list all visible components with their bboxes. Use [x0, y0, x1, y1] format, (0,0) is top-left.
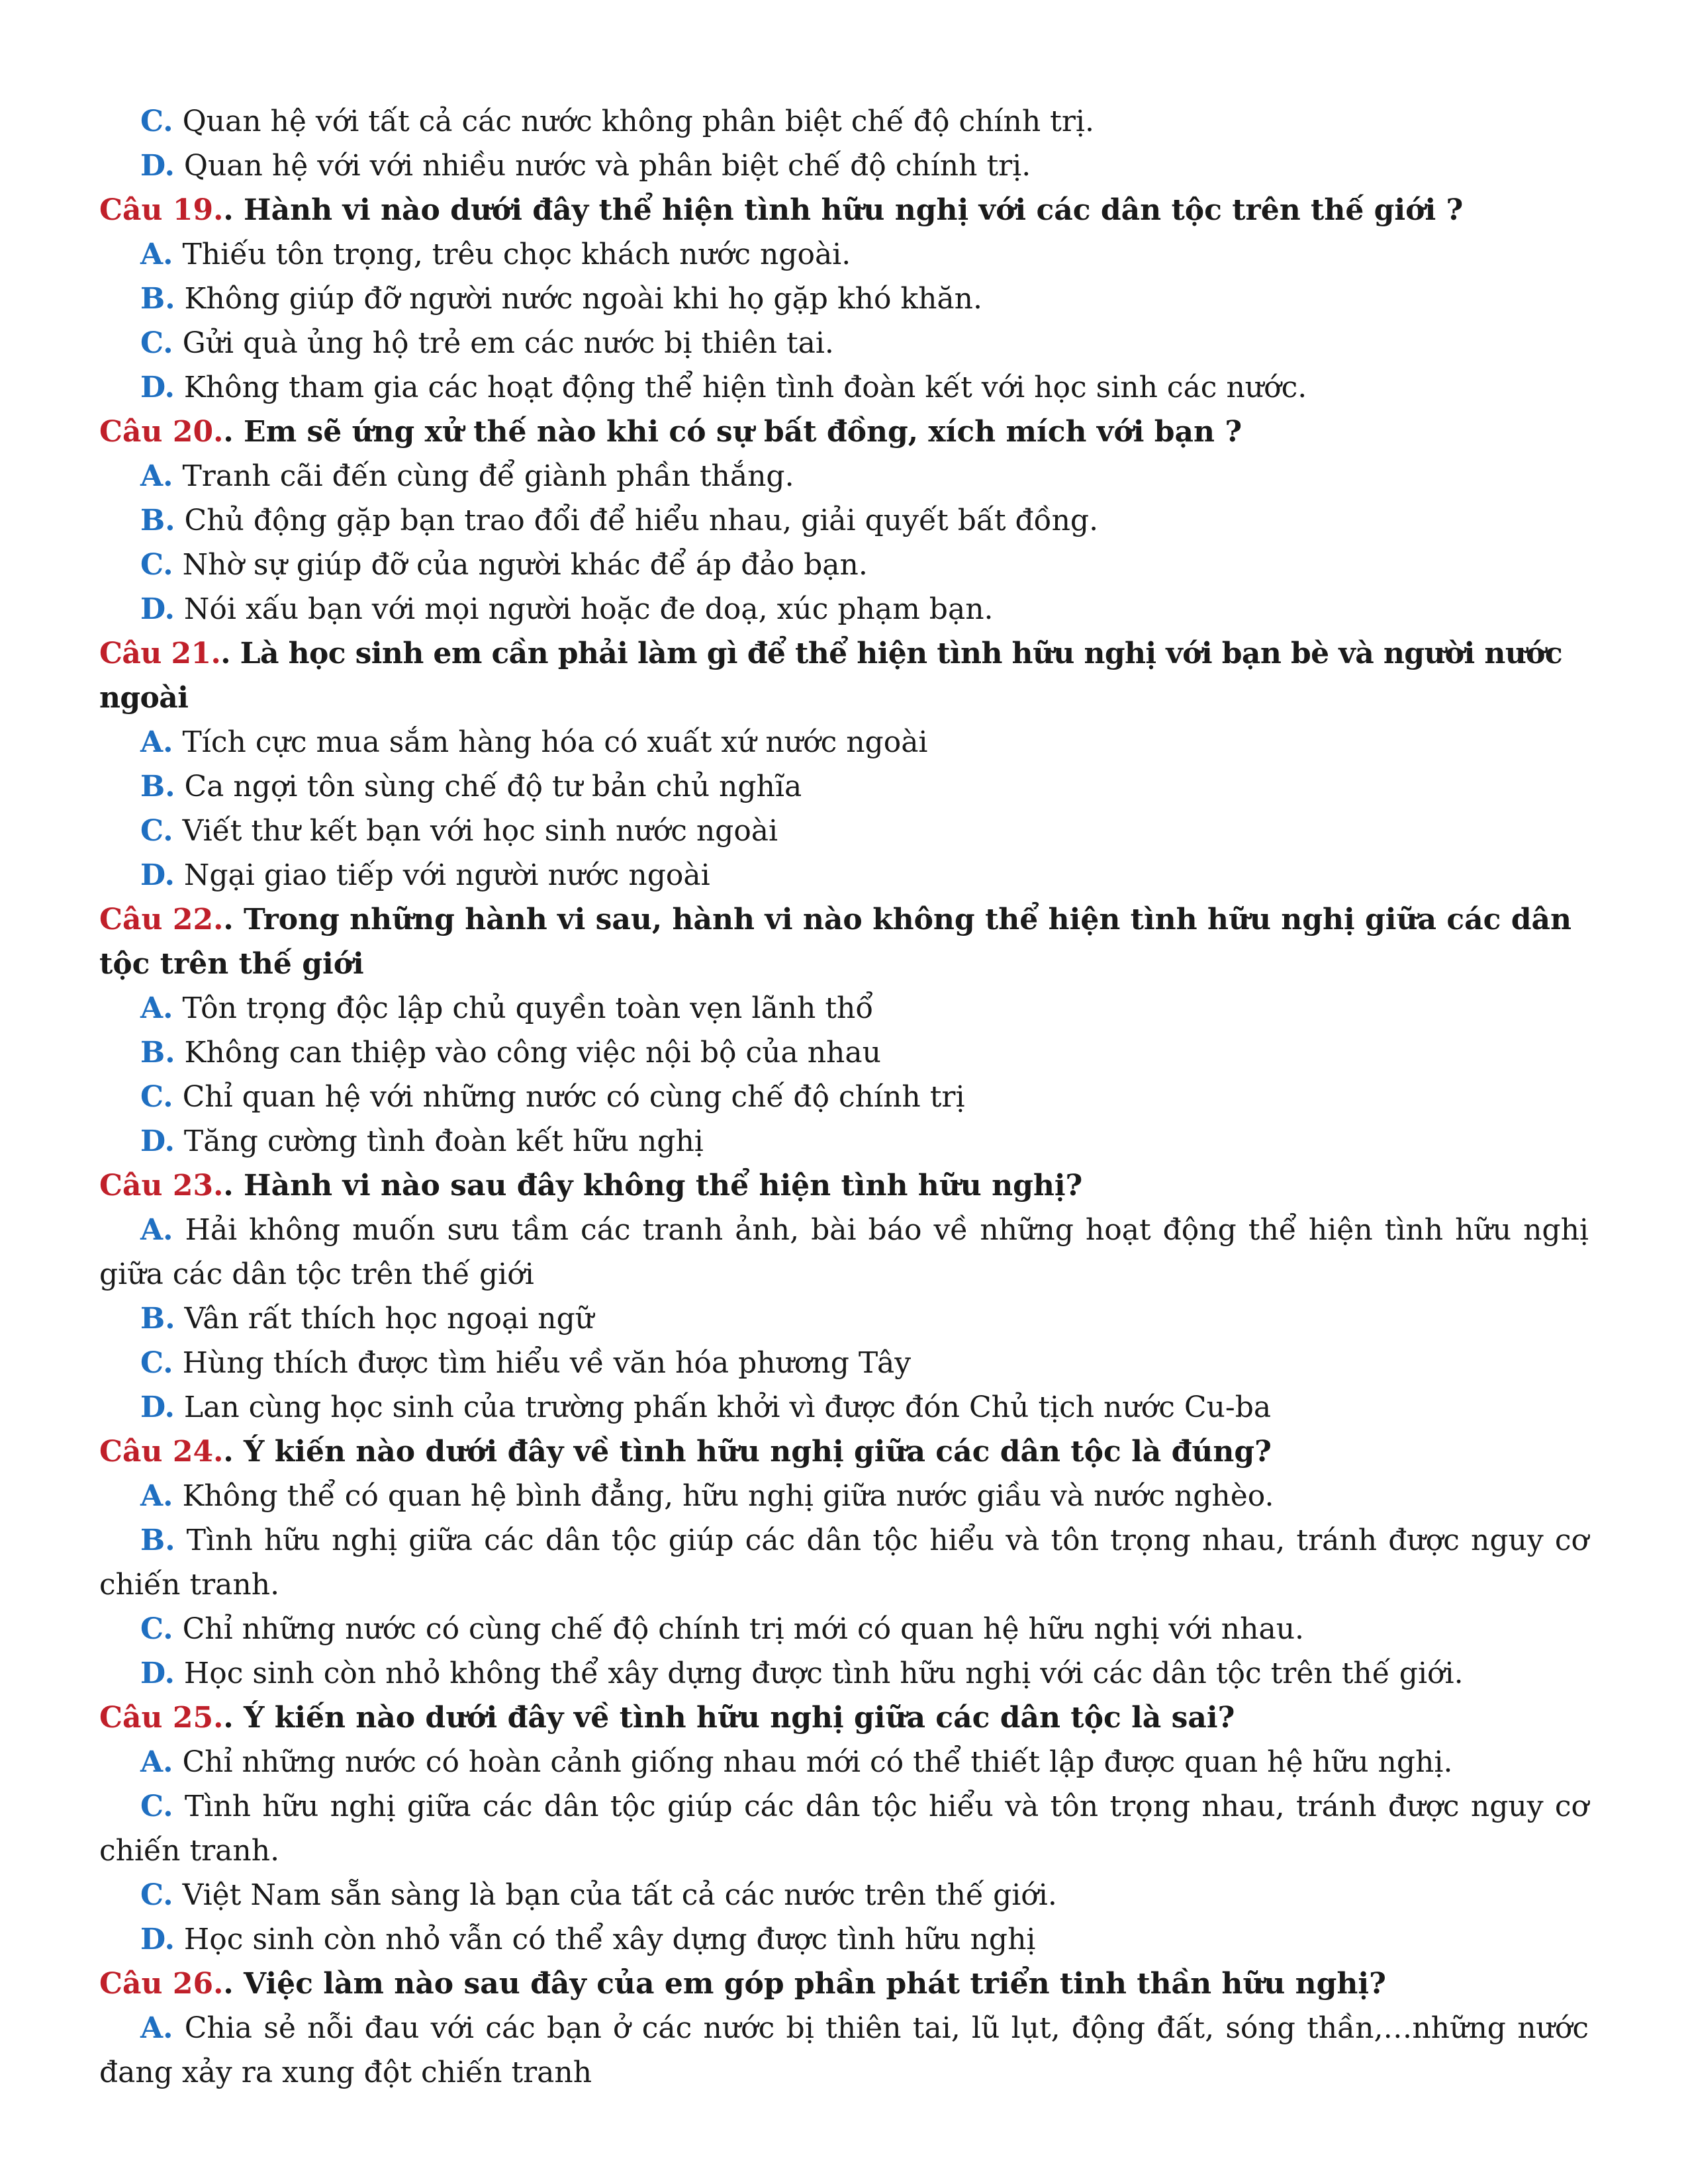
option-text: Chỉ quan hệ với những nước có cùng chế độ chính trị [173, 1080, 965, 1114]
option-b [99, 498, 1589, 543]
option-c [99, 543, 1589, 587]
option-text: Quan hệ với tất cả các nước không phân biệt chế độ chính trị. [173, 105, 1094, 138]
option-b [99, 764, 1589, 809]
option-d [99, 365, 1589, 410]
option-b [99, 1518, 1589, 1607]
question-21 [99, 631, 1589, 720]
option-text: Tình hữu nghị giữa các dân tộc giúp các dân tộc hiểu và tôn trọng nhau, tránh được nguy cơ chiến tranh. [99, 1524, 1589, 1602]
option-text: Hải không muốn sưu tầm các tranh ảnh, bài báo về những hoạt động thể hiện tình hữu nghị giữa các dân tộc trên thế giới [99, 1213, 1589, 1291]
option-c [99, 1607, 1589, 1651]
question-number: Câu 20. [99, 415, 224, 449]
question-text: . Em sẽ ứng xử thế nào khi có sự bất đồng, xích mích với bạn ? [223, 415, 1243, 449]
option-letter: C. [140, 548, 173, 582]
option-text: Việt Nam sẵn sàng là bạn của tất cả các nước trên thế giới. [173, 1878, 1057, 1912]
option-a [99, 720, 1589, 764]
question-number: Câu 23. [99, 1169, 224, 1203]
option-letter: A. [140, 725, 173, 759]
question-text: . Hành vi nào dưới đây thể hiện tình hữu nghị với các dân tộc trên thế giới ? [223, 193, 1464, 227]
option-letter: D. [140, 592, 175, 626]
option-letter: D. [140, 1923, 175, 1956]
option-letter: A. [140, 1479, 173, 1513]
option-c [99, 1075, 1589, 1119]
option-letter: C. [140, 1878, 173, 1912]
option-text: Tích cực mua sắm hàng hóa có xuất xứ nước ngoài [173, 725, 928, 759]
option-b [99, 1297, 1589, 1341]
option-text: Ngại giao tiếp với người nước ngoài [174, 858, 710, 892]
option-text: Học sinh còn nhỏ không thể xây dựng được tình hữu nghị với các dân tộc trên thế giới. [174, 1657, 1464, 1690]
option-text: Nói xấu bạn với mọi người hoặc đe doạ, xúc phạm bạn. [174, 592, 994, 626]
option-d [99, 853, 1589, 897]
option-b [99, 277, 1589, 321]
option-letter: B. [140, 1036, 175, 1069]
option-letter: C. [140, 1346, 173, 1380]
option-a [99, 232, 1589, 277]
option-letter: B. [140, 1524, 175, 1557]
option-d [99, 587, 1589, 631]
option-letter: A. [140, 1213, 173, 1247]
option-letter: C. [140, 1080, 173, 1114]
question-26 [99, 1962, 1589, 2006]
option-letter: D. [140, 1657, 175, 1690]
option-letter: C. [140, 105, 173, 138]
option-c [99, 809, 1589, 853]
option-letter: D. [140, 858, 175, 892]
option-letter: A. [140, 238, 173, 271]
option-letter: A. [140, 459, 173, 493]
option-text: Không can thiệp vào công việc nội bộ của nhau [175, 1036, 881, 1069]
option-letter: B. [140, 770, 175, 803]
question-number: Câu 26. [99, 1967, 224, 2001]
option-text: Thiếu tôn trọng, trêu chọc khách nước ngoài. [173, 238, 851, 271]
question-text: . Hành vi nào sau đây không thể hiện tình hữu nghị? [223, 1169, 1083, 1203]
option-text: Quan hệ với với nhiều nước và phân biệt chế độ chính trị. [174, 149, 1031, 183]
option-text: Tôn trọng độc lập chủ quyền toàn vẹn lãnh thổ [173, 991, 874, 1025]
option-letter: C. [140, 814, 173, 848]
option-a [99, 454, 1589, 498]
question-23 [99, 1163, 1589, 1208]
option-letter: D. [140, 149, 175, 183]
option-text: Tranh cãi đến cùng để giành phần thắng. [173, 459, 794, 493]
option-text: Tăng cường tình đoàn kết hữu nghị [174, 1124, 704, 1158]
option-text: Không giúp đỡ người nước ngoài khi họ gặp khó khăn. [175, 282, 982, 316]
question-20 [99, 410, 1589, 454]
option-text: Không tham gia các hoạt động thể hiện tình đoàn kết với học sinh các nước. [174, 371, 1307, 404]
option-letter: B. [140, 504, 175, 537]
question-number: Câu 19. [99, 193, 224, 227]
option-letter: D. [140, 1124, 175, 1158]
option-c [99, 1784, 1589, 1873]
option-d [99, 1385, 1589, 1430]
option-text: Tình hữu nghị giữa các dân tộc giúp các dân tộc hiểu và tôn trọng nhau, tránh được nguy cơ chiến tranh. [99, 1790, 1589, 1868]
question-24 [99, 1430, 1589, 1474]
option-letter: A. [140, 991, 173, 1025]
question-25 [99, 1696, 1589, 1740]
question-number: Câu 24. [99, 1435, 224, 1469]
option-c [99, 1873, 1589, 1917]
question-number: Câu 22. [99, 903, 224, 936]
question-19 [99, 188, 1589, 232]
option-text: Học sinh còn nhỏ vẫn có thể xây dựng được tình hữu nghị [174, 1923, 1036, 1956]
question-text: . Việc làm nào sau đây của em góp phần phát triển tinh thần hữu nghị? [223, 1967, 1386, 2001]
option-a [99, 1208, 1589, 1297]
option-c [99, 1341, 1589, 1385]
question-22 [99, 897, 1589, 986]
option-text: Hùng thích được tìm hiểu về văn hóa phương Tây [173, 1346, 912, 1380]
option-text: Viết thư kết bạn với học sinh nước ngoài [173, 814, 778, 848]
question-text: . Là học sinh em cần phải làm gì để thể hiện tình hữu nghị với bạn bè và người nước ngoài [99, 637, 1563, 715]
option-letter: D. [140, 371, 175, 404]
option-letter: B. [140, 1302, 175, 1336]
option-c [99, 321, 1589, 365]
option-d [99, 1651, 1589, 1696]
question-text: . Ý kiến nào dưới đây về tình hữu nghị giữa các dân tộc là đúng? [223, 1435, 1272, 1469]
option-text: Chỉ những nước có hoàn cảnh giống nhau mới có thể thiết lập được quan hệ hữu nghị. [173, 1745, 1453, 1779]
option-d [99, 144, 1589, 188]
option-a [99, 2006, 1589, 2095]
option-a [99, 986, 1589, 1030]
option-text: Không thể có quan hệ bình đẳng, hữu nghị giữa nước giầu và nước nghèo. [173, 1479, 1274, 1513]
option-b [99, 1030, 1589, 1075]
option-text: Chỉ những nước có cùng chế độ chính trị mới có quan hệ hữu nghị với nhau. [173, 1612, 1305, 1646]
question-text: . Ý kiến nào dưới đây về tình hữu nghị giữa các dân tộc là sai? [223, 1701, 1235, 1735]
option-letter: D. [140, 1390, 175, 1424]
option-a [99, 1474, 1589, 1518]
option-text: Chia sẻ nỗi đau với các bạn ở các nước bị thiên tai, lũ lụt, động đất, sóng thần,…những nước đang xảy ra xung đột chiến tranh [99, 2011, 1589, 2089]
option-d [99, 1119, 1589, 1163]
question-number: Câu 25. [99, 1701, 224, 1735]
option-letter: C. [140, 1612, 173, 1646]
option-letter: C. [140, 1790, 173, 1823]
document-page [99, 99, 1589, 2095]
option-c [99, 99, 1589, 144]
option-letter: A. [140, 1745, 173, 1779]
option-text: Ca ngợi tôn sùng chế độ tư bản chủ nghĩa [175, 770, 802, 803]
question-number: Câu 21. [99, 637, 221, 670]
option-text: Nhờ sự giúp đỡ của người khác để áp đảo bạn. [173, 548, 868, 582]
option-letter: A. [140, 2011, 173, 2045]
option-text: Lan cùng học sinh của trường phấn khởi vì được đón Chủ tịch nước Cu-ba [174, 1390, 1272, 1424]
option-text: Chủ động gặp bạn trao đổi để hiểu nhau, giải quyết bất đồng. [175, 504, 1099, 537]
option-text: Vân rất thích học ngoại ngữ [175, 1302, 594, 1336]
option-a [99, 1740, 1589, 1784]
option-text: Gửi quà ủng hộ trẻ em các nước bị thiên tai. [173, 326, 834, 360]
option-letter: B. [140, 282, 175, 316]
option-letter: C. [140, 326, 173, 360]
question-text: . Trong những hành vi sau, hành vi nào không thể hiện tình hữu nghị giữa các dân tộc trên thế giới [99, 903, 1572, 981]
option-d [99, 1917, 1589, 1962]
